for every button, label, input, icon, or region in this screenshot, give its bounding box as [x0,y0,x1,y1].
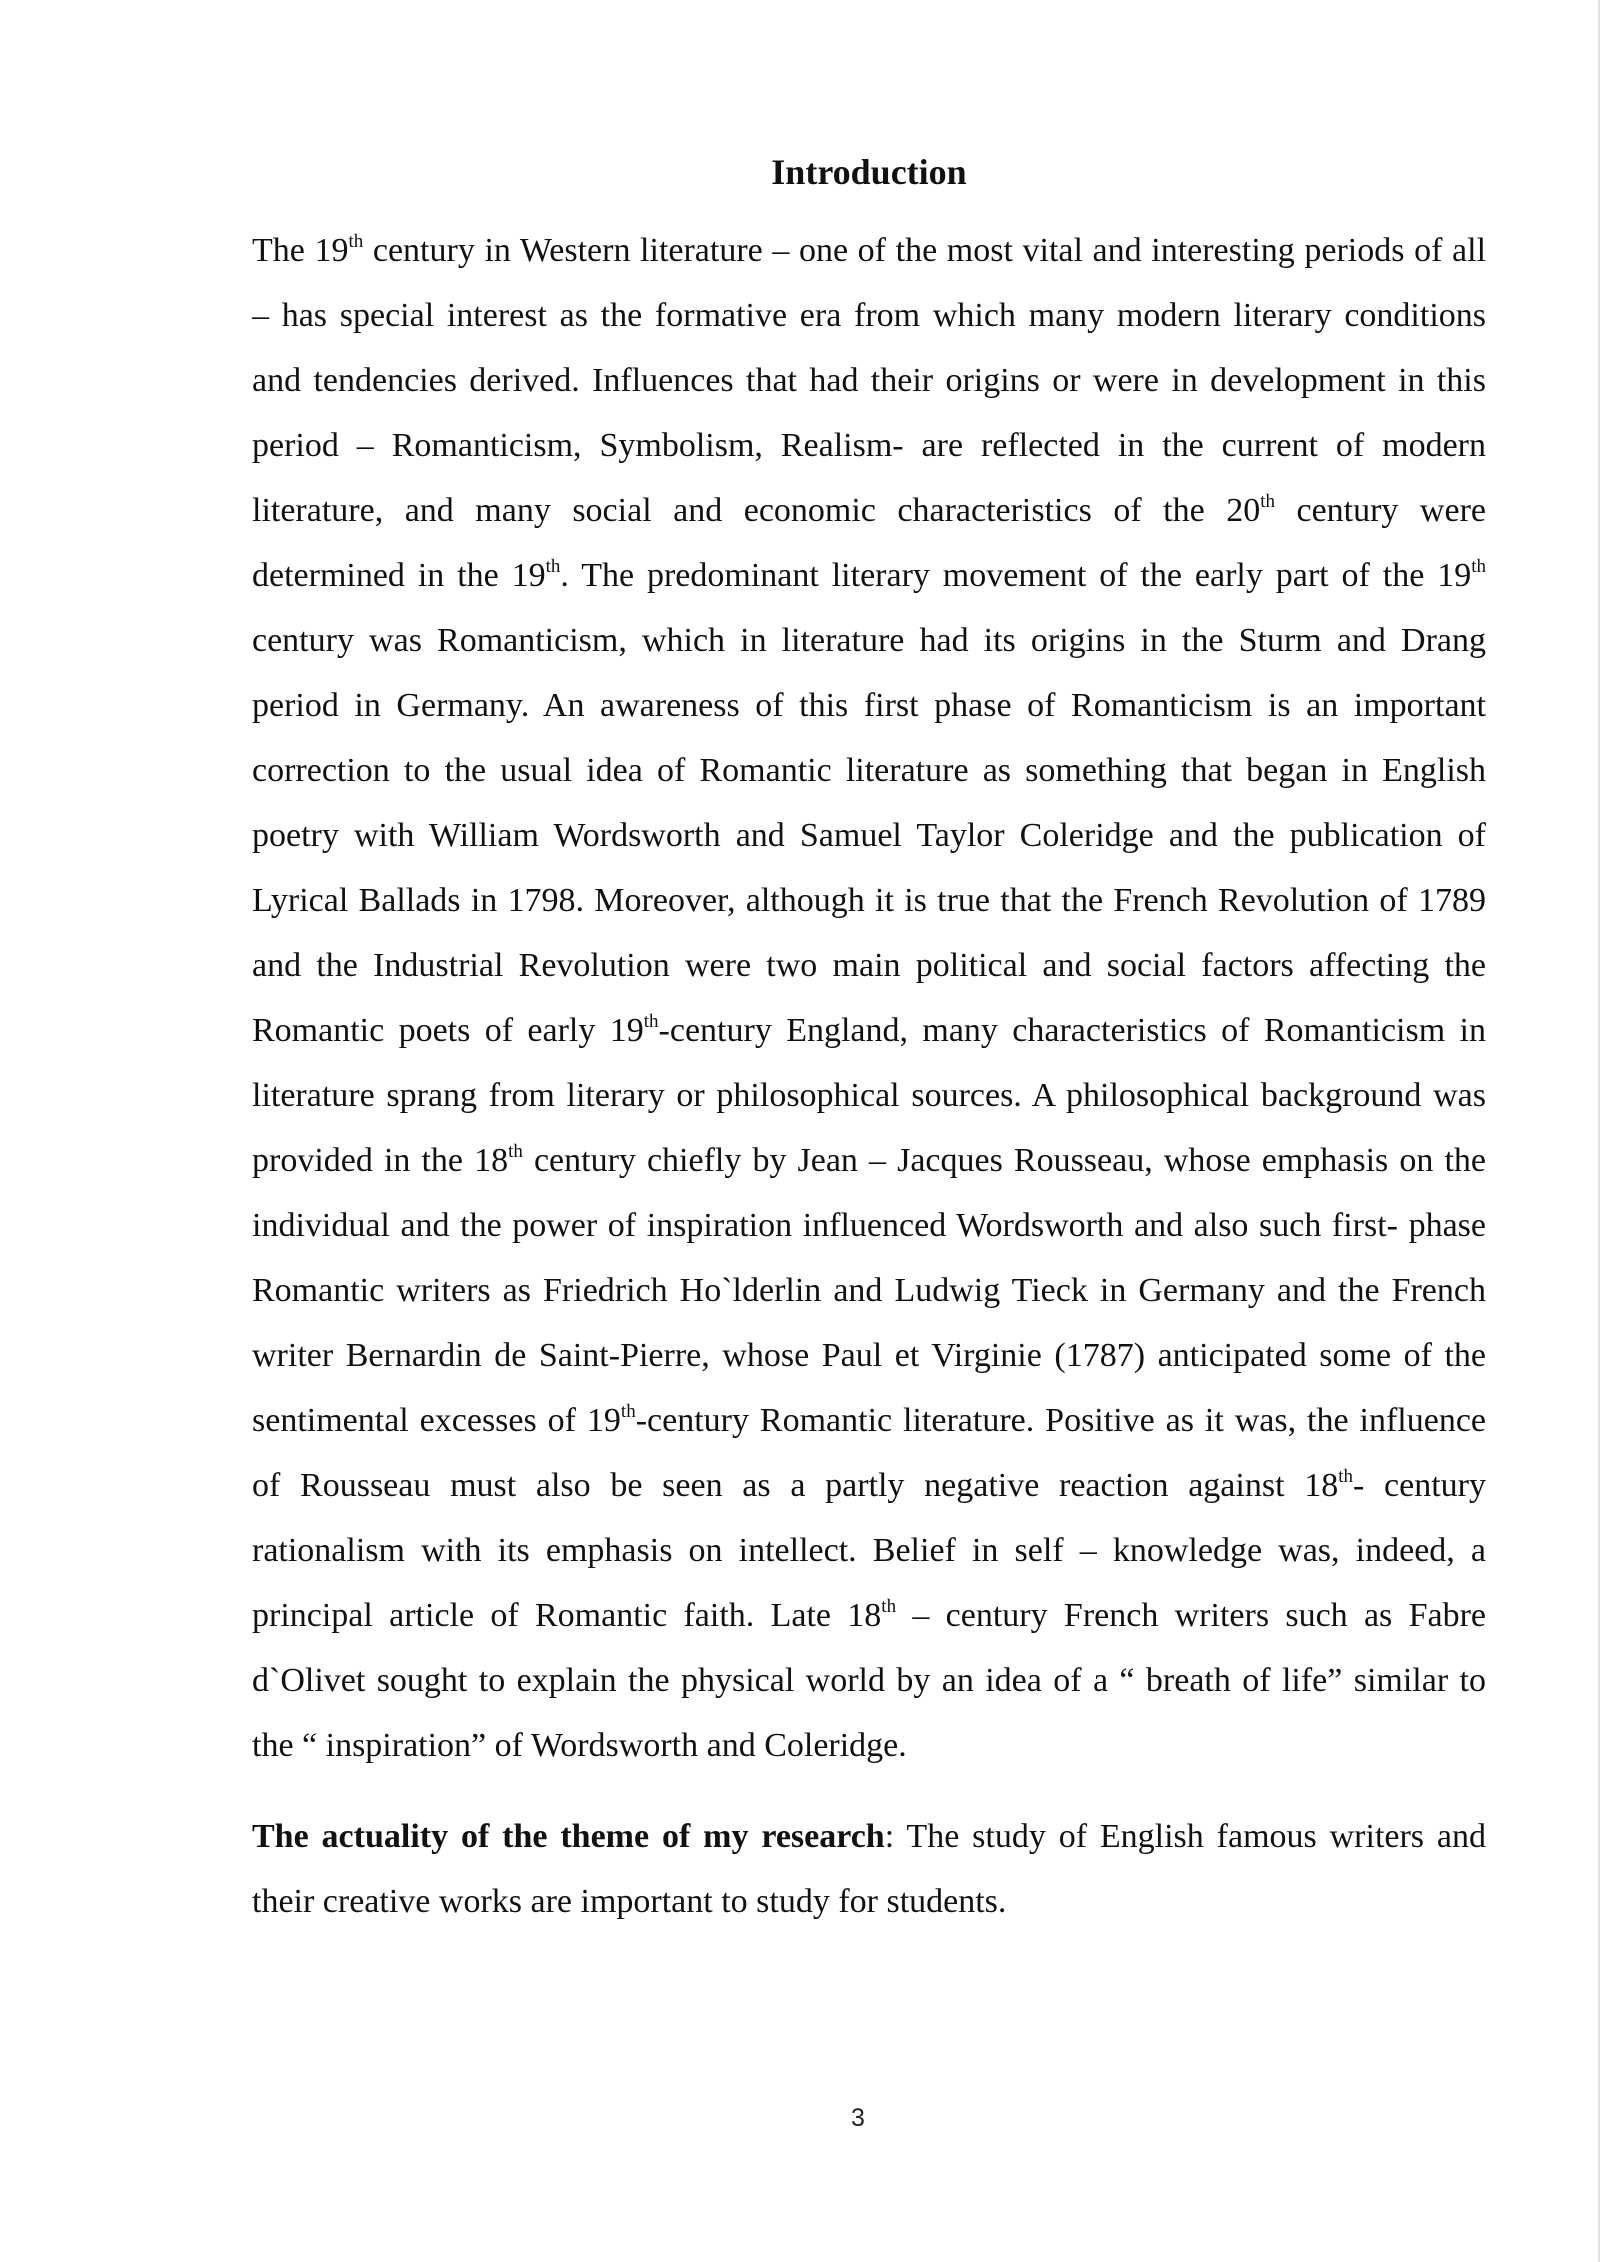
intro-text: century was Romanticism, which in literature had its origins in the Sturm and Drang period in Germany. An awareness of this first phase of Romanticism is an important correction to the usual idea of Romantic literature as something that began in English poetry with William Wordsworth and Samuel Taylor Coleridge and the publication of Lyrical Ballads in 1798. Moreover, although it is true that the French Revolution of 1789 and the Industrial Revolution were two main political and social factors affecting the Romantic poets of early 19 [252,622,1486,1049]
actuality-text: : The study of English famous writers and their creative works are important to study for students. [252,1818,1486,1920]
intro-text: century chiefly by Jean – Jacques Rousseau, whose emphasis on the individual and the power of inspiration influenced Wordsworth and also such first- phase Romantic writers as Friedrich Ho`lderlin and Ludwig Tieck in Germany and the French writer Bernardin de Saint-Pierre, whose Paul et Virginie (1787) anticipated some of the sentimental excesses of 19 [252,1142,1486,1439]
intro-text: – century French writers such as Fabre d`Olivet sought to explain the physical world by an idea of a “ breath of life” similar to the “ inspiration” of Wordsworth and Coleridge. [252,1597,1486,1764]
actuality-paragraph [252,1804,1486,1934]
intro-text: -century Romantic literature. Positive as it was, the influence of Rousseau must also be seen as a partly negative reaction against 18 [252,1402,1487,1504]
intro-paragraph [252,218,1486,1778]
actuality-lead: The actuality of the theme of my research [252,1818,885,1855]
ordinal-suffix: th [545,555,561,577]
section-heading: Introduction [771,152,967,192]
ordinal-suffix: th [643,1010,659,1032]
ordinal-suffix: th [508,1140,523,1162]
ordinal-suffix: th [1260,490,1275,512]
ordinal-suffix: th [620,1400,636,1422]
intro-text: century were determined in the 19 [252,492,1486,594]
ordinal-suffix: th [1338,1465,1354,1487]
ordinal-suffix: th [348,230,364,252]
page-number: 3 [851,2104,865,2132]
intro-text: - century rationalism with its emphasis on intellect. Belief in self – knowledge was, indeed, a principal article of Romantic faith. Late 18 [252,1467,1486,1634]
intro-text: The 19 [252,232,349,269]
intro-text: -century England, many characteristics of Romanticism in literature sprang from literary or philosophical sources. A philosophical background was provided in the 18 [252,1012,1486,1179]
ordinal-suffix: th [881,1595,897,1617]
page-content [252,150,1486,1934]
intro-text: century in Western literature – one of the most vital and interesting periods of all – has special interest as the formative era from which many modern literary conditions and tendencies derived. Influences that had their origins or were in development in this period – Romanticism, Symbolism, Realism- are reflected in the current of modern literature, and many social and economic characteristics of the 20 [252,232,1487,529]
intro-text: . The predominant literary movement of the early part of the 19 [560,557,1472,594]
ordinal-suffix: th [1471,555,1486,577]
